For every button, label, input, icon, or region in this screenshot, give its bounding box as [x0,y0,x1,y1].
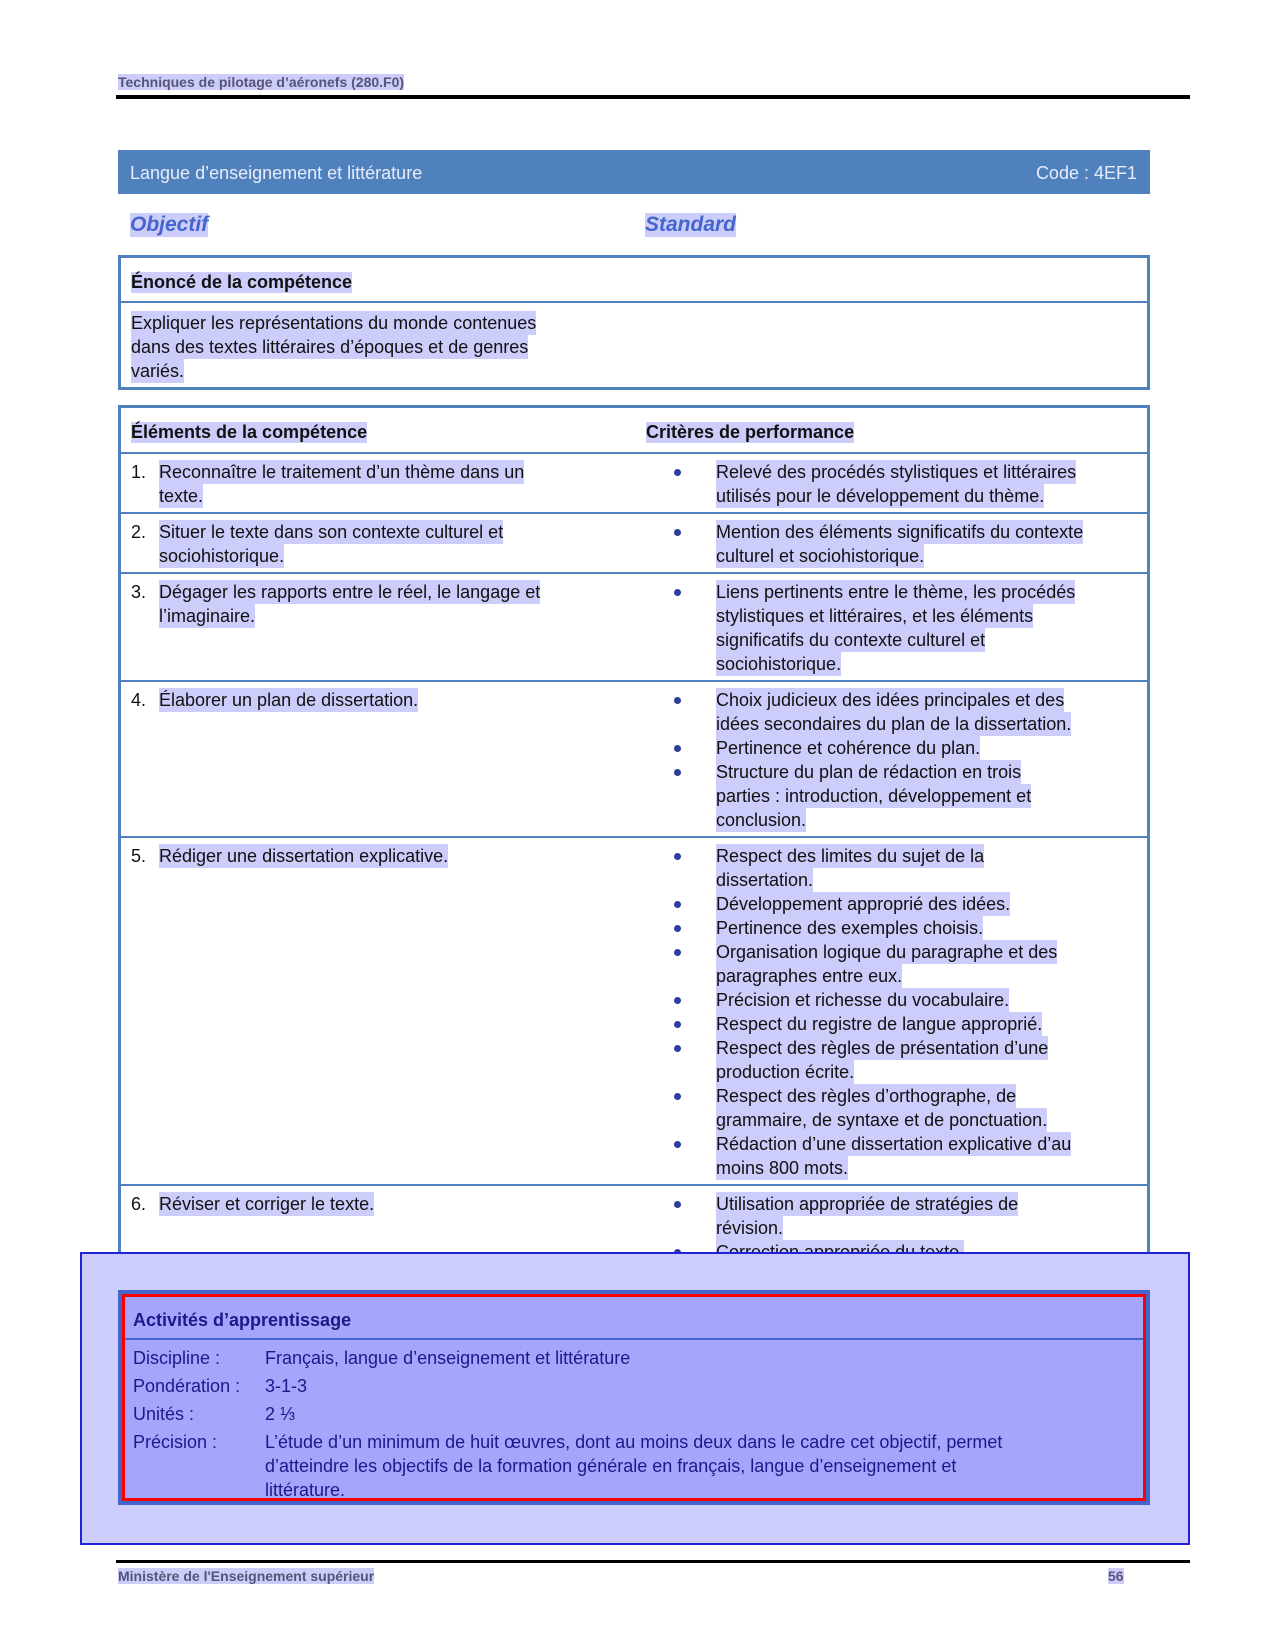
row-divider [121,680,1147,682]
enonce-line: dans des textes littéraires d’époques et de genres [131,337,529,357]
competence-table [118,405,1150,1275]
bullet-icon [674,589,681,596]
criterion-text: Utilisation appropriée de stratégies de [716,1194,1019,1214]
ponderation-label: Pondération : [133,1376,241,1396]
criterion-text: production écrite. [716,1062,855,1082]
objectif-label: Objectif [130,213,209,236]
bullet-icon [674,997,681,1004]
element-text: Réviser et corriger le texte. [159,1194,375,1214]
bullet-icon [674,1045,681,1052]
criterion-text: parties : introduction, développement et [716,786,1032,806]
bullet-icon [674,949,681,956]
criterion-text: Pertinence et cohérence du plan. [716,738,981,758]
enonce-box [118,255,1150,390]
criterion-text: significatifs du contexte culturel et [716,630,986,650]
row-divider [121,452,1147,454]
bullet-icon [674,1141,681,1148]
bullet-icon [674,1093,681,1100]
criterion-text: Respect des règles d’orthographe, de [716,1086,1017,1106]
precision-line: L’étude d’un minimum de huit œuvres, dont au moins deux dans le cadre cet objectif, permet [265,1432,1003,1452]
criterion-text: dissertation. [716,870,814,890]
bullet-icon [674,697,681,704]
bullet-icon [674,853,681,860]
criterion-text: Relevé des procédés stylistiques et littéraires [716,462,1077,482]
criterion-text: Liens pertinents entre le thème, les procédés [716,582,1076,602]
row-divider [121,512,1147,514]
standard-label: Standard [645,213,737,236]
criterion-text: culturel et sociohistorique. [716,546,925,566]
unites-label: Unités : [133,1404,195,1424]
element-text: Reconnaître le traitement d’un thème dans un [159,462,525,482]
footer-page-number: 56 [1108,1568,1124,1584]
element-number: 6. [131,1194,147,1214]
enonce-line: Expliquer les représentations du monde contenues [131,313,537,333]
element-number: 4. [131,690,147,710]
bullet-icon [674,745,681,752]
footer-ministry: Ministère de l'Enseignement supérieur [118,1568,375,1584]
criterion-text: grammaire, de syntaxe et de ponctuation. [716,1110,1048,1130]
criterion-text: Respect des limites du sujet de la [716,846,985,866]
criterion-text: Développement approprié des idées. [716,894,1011,914]
precision-label: Précision : [133,1432,218,1452]
enonce-text [131,311,536,383]
enonce-line: variés. [131,361,185,381]
criterion-text: Choix judicieux des idées principales et des [716,690,1065,710]
element-number: 5. [131,846,147,866]
bullet-icon [674,469,681,476]
bullet-icon [674,529,681,536]
element-text: Dégager les rapports entre le réel, le langage et [159,582,541,602]
precision-line: littérature. [265,1480,346,1500]
bullet-icon [674,1021,681,1028]
criterion-text: Précision et richesse du vocabulaire. [716,990,1010,1010]
col-header-elements: Éléments de la compétence [131,422,368,442]
criterion-text: stylistiques et littéraires, et les éléments [716,606,1034,626]
criterion-text: paragraphes entre eux. [716,966,903,986]
bullet-icon [674,769,681,776]
activites-highlight [122,1294,1146,1501]
row-divider [121,836,1147,838]
running-header: Techniques de pilotage d’aéronefs (280.F0) [118,74,405,90]
element-text: Situer le texte dans son contexte culturel et [159,522,504,542]
criterion-text: idées secondaires du plan de la dissertation. [716,714,1072,734]
element-text: Élaborer un plan de dissertation. [159,690,419,710]
element-number: 3. [131,582,147,602]
criterion-text: Pertinence des exemples choisis. [716,918,984,938]
discipline-label: Discipline : [133,1348,221,1368]
precision-value [265,1430,1002,1502]
criterion-text: Mention des éléments significatifs du contexte [716,522,1084,542]
course-title: Langue d’enseignement et littérature [130,163,423,183]
criterion-text: révision. [716,1218,784,1238]
element-number: 2. [131,522,147,542]
divider [125,1338,1143,1340]
element-text: texte. [159,486,204,506]
element-text: l’imaginaire. [159,606,256,626]
element-text: sociohistorique. [159,546,285,566]
criterion-text: Respect des règles de présentation d’une [716,1038,1049,1058]
criterion-text: conclusion. [716,810,807,830]
discipline-value: Français, langue d’enseignement et littérature [265,1348,631,1368]
criterion-text: Rédaction d’une dissertation explicative d’au [716,1134,1072,1154]
row-divider [121,572,1147,574]
header-rule [116,95,1190,99]
precision-line: d’atteindre les objectifs de la formation générale en français, langue d’enseignement et [265,1456,957,1476]
bullet-icon [674,925,681,932]
bullet-icon [674,901,681,908]
ponderation-value: 3-1-3 [265,1376,308,1396]
enonce-heading: Énoncé de la compétence [131,272,353,292]
criterion-text: Organisation logique du paragraphe et des [716,942,1058,962]
criterion-text: Respect du registre de langue approprié. [716,1014,1043,1034]
row-divider [121,1184,1147,1186]
element-number: 1. [131,462,147,482]
divider [121,301,1147,303]
unites-value: 2 ⅓ [265,1404,296,1424]
criterion-text: utilisés pour le développement du thème. [716,486,1045,506]
course-code: Code : 4EF1 [1035,163,1137,183]
criterion-text: Structure du plan de rédaction en trois [716,762,1022,782]
footer-rule [116,1560,1190,1563]
element-text: Rédiger une dissertation explicative. [159,846,449,866]
col-header-criteres: Critères de performance [646,422,855,442]
criterion-text: sociohistorique. [716,654,842,674]
bullet-icon [674,1201,681,1208]
criterion-text: moins 800 mots. [716,1158,849,1178]
activites-heading: Activités d’apprentissage [133,1310,352,1330]
